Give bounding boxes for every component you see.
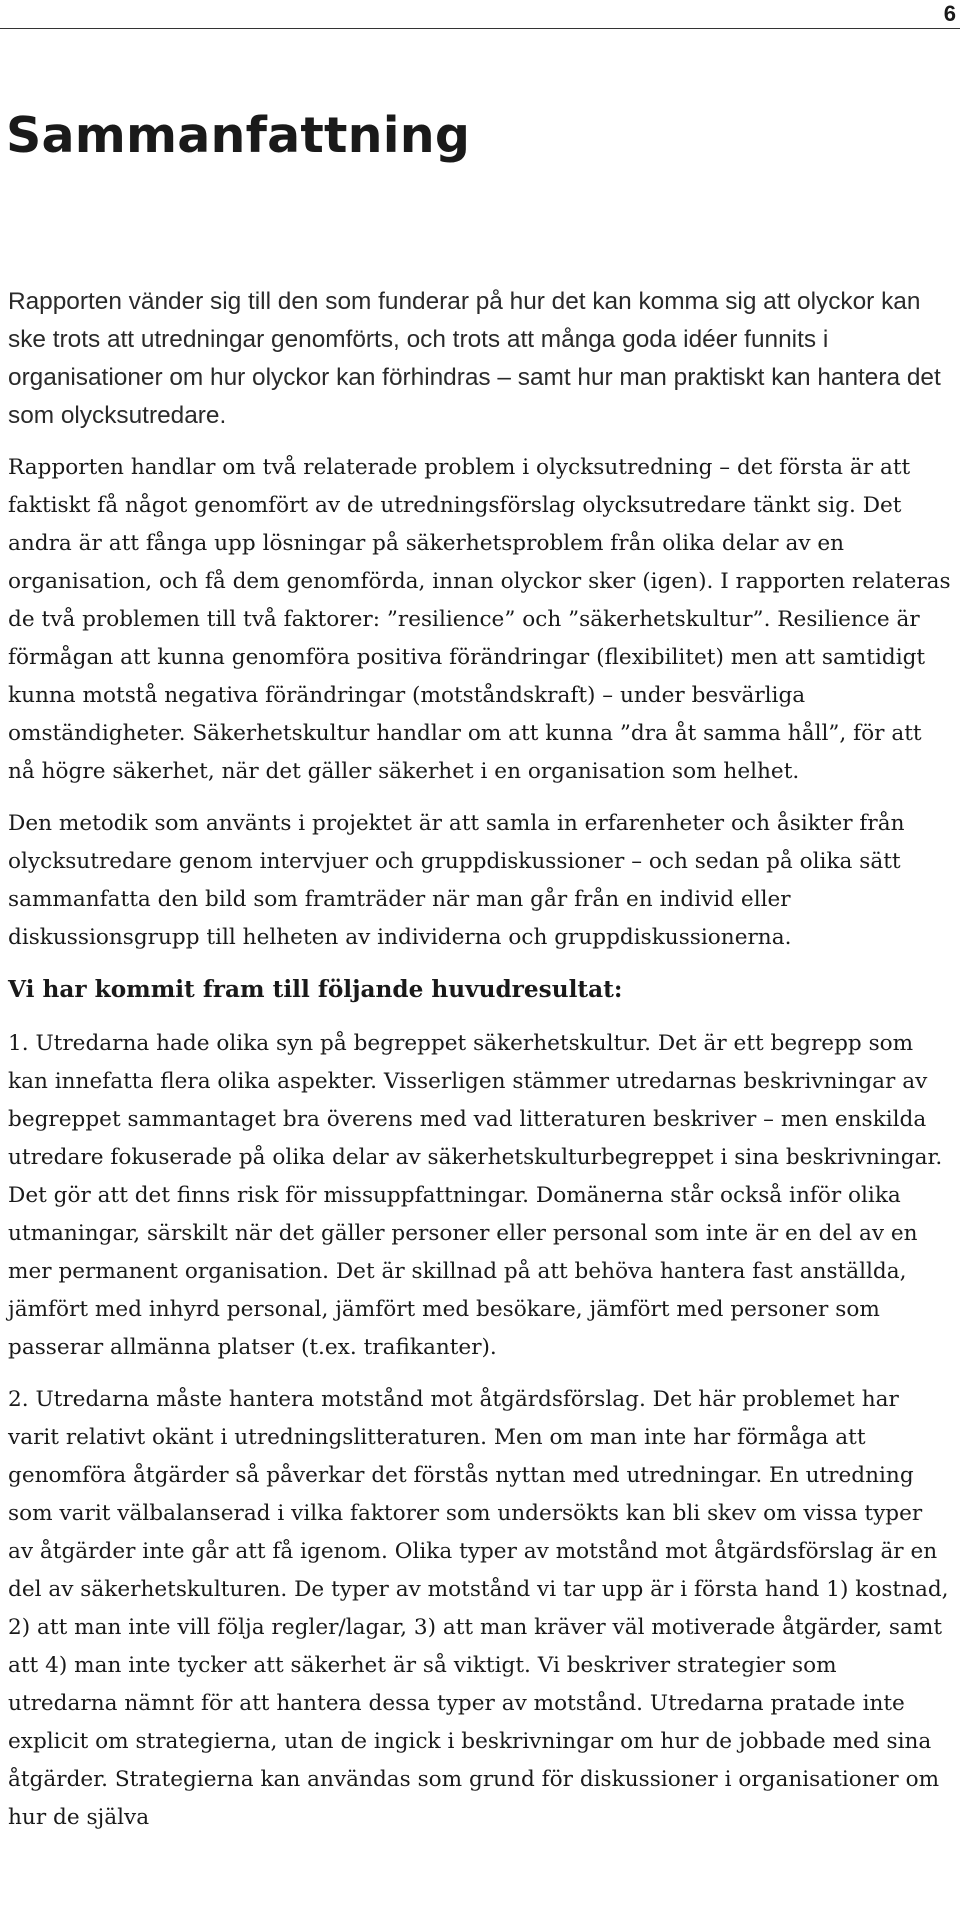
intro-paragraph: Rapporten vänder sig till den som funderar på hur det kan komma sig att olyckor kan ske trots att utredningar genomförts, och trots att många goda idéer funnits i organisationer om hur olyckor kan förhindras – samt hur man praktiskt kan hantera det som olycksutredare. (8, 288, 941, 429)
result-item-1: 1. Utredarna hade olika syn på begreppet säkerhetskultur. Det är ett begrepp som kan innefatta flera olika aspekter. Visserligen stämmer utredarnas beskrivningar av begreppet sammantaget bra överens med vad litteraturen beskriver – men enskilda utredare fokuserade på olika delar av säkerhetskulturbegreppet i sina beskrivningar. Det gör att det finns risk för missuppfattningar. Domänerna står också inför olika utmaningar, särskilt när det gäller personer eller personal som inte är en del av en mer permanent organisation. Det är skillnad på att behöva hantera fast anställda, jämfört med inhyrd personal, jämfört med besökare, jämfört med personer som passerar allmänna platser (t.ex. trafikanter). (8, 1031, 943, 1360)
document-body (8, 283, 952, 1837)
problem-paragraph: Rapporten handlar om två relaterade problem i olycksutredning – det första är att faktiskt få något genomfört av de utredningsförslag olycksutredare tänkt sig. Det andra är att fånga upp lösningar på säkerhetsproblem från olika delar av en organisation, och få dem genomförda, innan olyckor sker (igen). I rapporten relateras de två problemen till två faktorer: ”resilience” och ”säkerhetskultur”. Resilience är förmågan att kunna genomföra positiva förändringar (flexibilitet) men att samtidigt kunna motstå negativa förändringar (motståndskraft) – under besvärliga omständigheter. Säkerhetskultur handlar om att kunna ”dra åt samma håll”, för att nå högre säkerhet, när det gäller säkerhet i en organisation som helhet. (8, 455, 951, 784)
results-heading: Vi har kommit fram till följande huvudresultat: (8, 976, 623, 1003)
result-item-2: 2. Utredarna måste hantera motstånd mot åtgärdsförslag. Det här problemet har varit relativt okänt i utredningslitteraturen. Men om man inte har förmåga att genomföra åtgärder så påverkar det förstås nyttan med utredningar. En utredning som varit välbalanserad i vilka faktorer som undersökts kan bli skev om vissa typer av åtgärder inte går att få igenom. Olika typer av motstånd mot åtgärdsförslag är en del av säkerhetskulturen. De typer av motstånd vi tar upp är i första hand 1) kostnad, 2) att man inte vill följa regler/lagar, 3) att man kräver väl motiverade åtgärder, samt att 4) man inte tycker att säkerhet är så viktigt. Vi beskriver strategier som utredarna nämnt för att hantera dessa typer av motstånd. Utredarna pratade inte explicit om strategierna, utan de ingick i beskrivningar om hur de jobbade med sina åtgärder. Strategierna kan användas som grund för diskussioner i organisationer om hur de själva (8, 1387, 949, 1830)
header-divider (0, 28, 960, 29)
page-title: Sammanfattning (6, 107, 471, 164)
page-number: 6 (943, 1, 956, 26)
method-paragraph: Den metodik som använts i projektet är att samla in erfarenheter och åsikter från olycksutredare genom intervjuer och gruppdiskussioner – och sedan på olika sätt sammanfatta den bild som framträder när man går från en individ eller diskussionsgrupp till helheten av individerna och gruppdiskussionerna. (8, 811, 905, 950)
